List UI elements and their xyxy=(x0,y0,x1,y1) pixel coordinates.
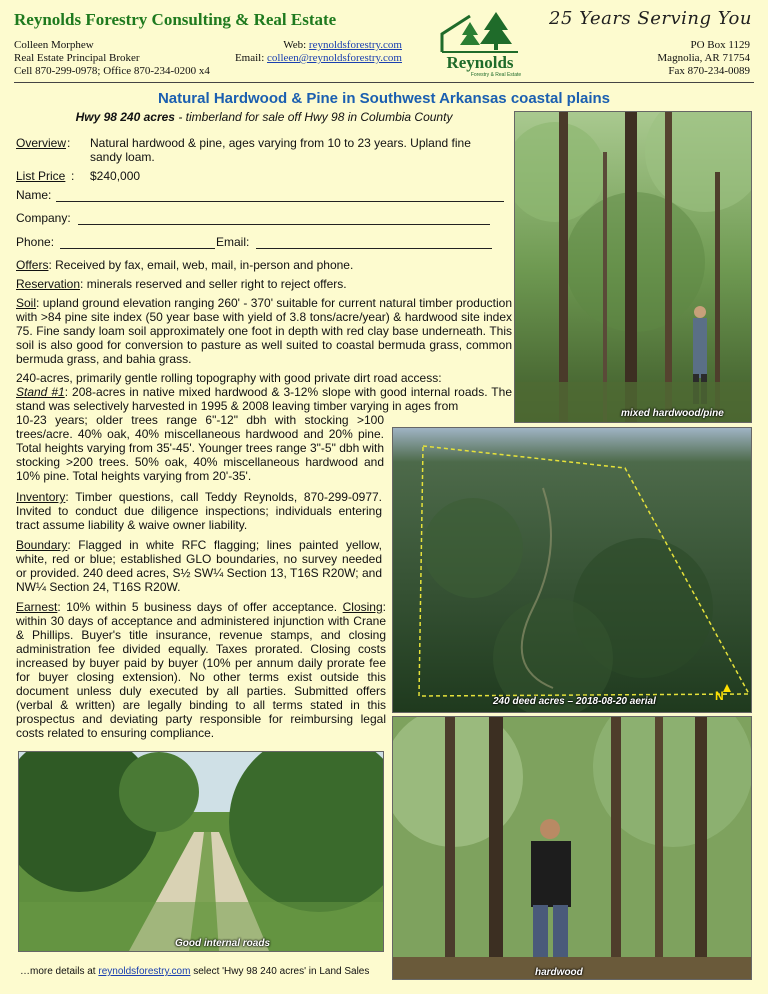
email-link[interactable]: colleen@reynoldsforestry.com xyxy=(267,52,402,64)
contact-phone: Cell 870-299-0978; Office 870-234-0200 x4 xyxy=(14,65,210,77)
subtitle-property: Hwy 98 240 acres xyxy=(75,110,175,124)
footer-post: select 'Hwy 98 240 acres' in Land Sales xyxy=(190,966,370,977)
logo-word: Reynolds xyxy=(446,53,514,72)
company-label: Company: xyxy=(16,211,71,225)
hardwood-image xyxy=(393,717,751,979)
overview-label: Overview xyxy=(16,136,67,150)
subtitle xyxy=(14,110,514,124)
reservation-label: Reservation xyxy=(16,277,81,291)
aerial-image xyxy=(393,428,751,712)
footer xyxy=(20,966,369,977)
subtitle-description: - timberland for sale off Hwy 98 in Columbia County xyxy=(174,110,453,124)
overview-text: Natural hardwood & pine, ages varying from 10 to 23 years. Upland fine sandy loam. xyxy=(90,136,471,164)
header-divider xyxy=(14,82,754,83)
closing-text: : within 30 days of acceptance and administered injunction with Crane & Phillips. Buyer's title insurance, revenue stamps, and closing administration fee divided equally. Taxes prorated. Closing costs increased by buyer paid by buyer (10% per annum daily prorate fee for buyer closing extension). No other terms exist outside this document unless duly executed by all parties. Submitted offers (verbal & written) are legally binding to all terms stated in this prospectus and deviating party responsible for reimbursing legal costs related to ensuring compliance. xyxy=(16,600,386,740)
address-block xyxy=(657,39,750,78)
inventory-text: : Timber questions, call Teddy Reynolds, 870-299-0977. Invited to conduct due diligence inspections; individuals entering tract assume liability & waive owner liability. xyxy=(16,490,382,532)
offers-text: : Received by fax, email, web, mail, in-person and phone. xyxy=(48,258,354,272)
address-line2: Magnolia, AR 71754 xyxy=(657,52,750,64)
earnest-closing-paragraph xyxy=(16,600,386,740)
stand-text-b: 10-23 years; older trees range 6"-12" dbh with stocking >100 trees/acre. 40% oak, 40% miscellaneous hardwood and 20% pine. Total heights varying from 35'-45'. Younger trees range 3"-5" dbh with stocking >200 trees. 50% oak, 40% miscellaneous hardwood and 10% pine. Total heights varying from 20'-35'. xyxy=(16,413,384,483)
reynolds-logo xyxy=(434,8,526,78)
contact-block xyxy=(14,39,210,78)
stand-text-a: : 208-acres in native mixed hardwood & 3-12% slope with good internal roads. The stand was selectively harvested in 1995 & 2008 leaving timber varying in ages from xyxy=(16,385,512,413)
stand-paragraph-a xyxy=(16,385,512,413)
fax-number: Fax 870-234-0089 xyxy=(668,65,750,77)
phone-field[interactable] xyxy=(60,248,215,249)
address-line1: PO Box 1129 xyxy=(690,39,750,51)
web-link[interactable]: reynoldsforestry.com xyxy=(308,39,402,51)
slogan: 25 Years Serving You xyxy=(549,8,752,29)
caption-aerial: 240 deed acres – 2018-08-20 aerial xyxy=(493,696,656,707)
footer-pre: …more details at xyxy=(20,966,99,977)
reservation-paragraph xyxy=(16,277,506,291)
web-label: Web: xyxy=(283,39,307,51)
photo-aerial xyxy=(392,427,752,713)
web-email-block xyxy=(222,39,402,65)
photo-mixed-hardwood-pine xyxy=(514,111,752,423)
boundary-text: : Flagged in white RFC flagging; lines painted yellow, white, red or blue; established GLO boundaries, no survey needed or provided. 240 deed acres, S½ SW¼ Section 13, T16S R20W; and NW¼ Section 24, T16S R20W. xyxy=(16,538,382,594)
contact-name: Colleen Morphew xyxy=(14,39,94,51)
boundary-label: Boundary xyxy=(16,538,68,552)
soil-text: : upland ground elevation ranging 260' - 370' suitable for current natural timber production with >84 pine site index (50 year base with yield of 3.8 tons/acre/year) & hardwood site index 75. Fine sandy loam soil approximately one foot in depth with red clay base underneath. This soil is also good for conversion to pasture as well suited to coastal bermuda grass, common bermuda grass, and bahia grass. xyxy=(16,296,512,366)
earnest-label: Earnest xyxy=(16,600,58,614)
caption-mixed-hardwood: mixed hardwood/pine xyxy=(621,408,724,419)
soil-label: Soil xyxy=(16,296,37,310)
closing-label: Closing xyxy=(342,600,383,614)
price-label: List Price xyxy=(16,169,66,183)
photo-internal-roads xyxy=(18,751,384,952)
reservation-text: : minerals reserved and seller right to reject offers. xyxy=(80,277,347,291)
forest-image xyxy=(515,112,751,422)
caption-hardwood: hardwood xyxy=(535,967,583,978)
inventory-paragraph xyxy=(16,490,382,532)
acres-intro: 240-acres, primarily gentle rolling topography with good private dirt road access: xyxy=(16,371,442,385)
company-field[interactable] xyxy=(78,224,490,225)
footer-link[interactable]: reynoldsforestry.com xyxy=(98,966,191,977)
caption-roads: Good internal roads xyxy=(175,938,271,949)
earnest-text: : 10% within 5 business days of offer acceptance. xyxy=(57,600,343,614)
email-form-label: Email: xyxy=(216,235,250,249)
name-label: Name: xyxy=(16,188,52,202)
road-image xyxy=(19,752,383,951)
logo-subtext: Forestry & Real Estate xyxy=(470,72,522,78)
inventory-label: Inventory xyxy=(16,490,66,504)
offers-label: Offers xyxy=(16,258,49,272)
offers-paragraph xyxy=(16,258,506,272)
stand-label: Stand #1 xyxy=(16,385,65,399)
name-field[interactable] xyxy=(56,201,504,202)
page-title: Natural Hardwood & Pine in Southwest Arkansas coastal plains xyxy=(157,90,611,107)
boundary-paragraph xyxy=(16,538,382,594)
soil-paragraph xyxy=(16,296,512,366)
company-name: Reynolds Forestry Consulting & Real Estate xyxy=(14,10,337,29)
north-arrow-label: N xyxy=(715,689,724,703)
email-label: Email: xyxy=(234,52,265,64)
photo-hardwood xyxy=(392,716,752,980)
email-field[interactable] xyxy=(256,248,492,249)
phone-label: Phone: xyxy=(16,235,55,249)
contact-role: Real Estate Principal Broker xyxy=(14,52,140,64)
price-value: $240,000 xyxy=(90,169,141,183)
